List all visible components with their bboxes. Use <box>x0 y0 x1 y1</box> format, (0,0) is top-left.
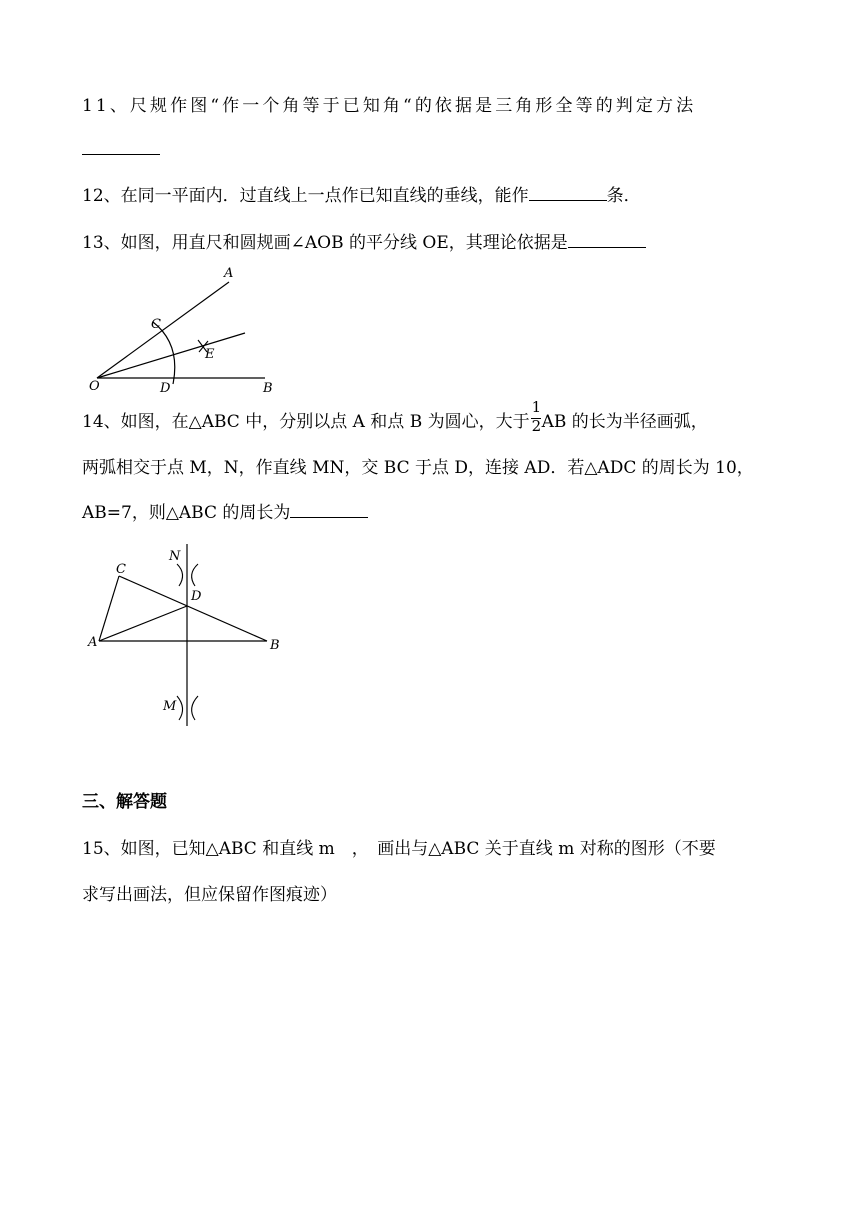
ray-oa <box>97 282 229 378</box>
q13-text <box>82 231 646 255</box>
q11-text: 11、尺规作图“作一个角等于已知角“的依据是三角形全等的判定方法 <box>82 96 697 116</box>
label-d: D <box>191 589 202 604</box>
label-m: M <box>163 699 177 714</box>
q12-text-before: 12、在同一平面内．过直线上一点作已知直线的垂线，能作 <box>82 186 529 206</box>
q15-line1: 15、如图，已知△ABC 和直线 m ， 画出与△ABC 关于直线 m 对称的图形（不要 <box>82 839 716 859</box>
q14-line3 <box>82 501 368 525</box>
q14-answer-blank <box>290 501 368 518</box>
label-b: B <box>263 381 273 396</box>
label-n: N <box>169 549 181 564</box>
q14-line1 <box>82 398 708 435</box>
q13-text-main: 13、如图，用直尺和圆规画∠AOB 的平分线 OE，其理论依据是 <box>82 233 568 253</box>
arc-n-left <box>177 564 183 586</box>
q12-text-after: 条． <box>606 186 641 206</box>
q14-figure-perpendicular-bisector <box>85 540 295 730</box>
arc-m-right <box>192 696 198 720</box>
arc-m-left <box>177 696 183 720</box>
q14-fraction-half <box>530 398 542 435</box>
q14-line1-after: AB 的长为半径画弧， <box>541 412 708 432</box>
segment-cb <box>119 576 267 641</box>
label-e: E <box>205 347 215 362</box>
q13-figure-angle-bisector <box>85 262 285 397</box>
q12-answer-blank <box>529 184 607 201</box>
arc-n-right <box>192 564 198 586</box>
section-heading: 三、解答题 <box>82 792 167 812</box>
label-a: A <box>88 635 98 650</box>
q12-text <box>82 184 641 208</box>
label-c: C <box>151 317 161 332</box>
label-d: D <box>160 381 171 396</box>
label-b: B <box>270 638 280 653</box>
segment-ac <box>99 576 119 641</box>
q14-line1-before: 14、如图，在△ABC 中，分别以点 A 和点 B 为圆心，大于 <box>82 412 530 432</box>
label-o: O <box>89 379 100 394</box>
label-a: A <box>224 266 234 281</box>
label-c: C <box>116 562 126 577</box>
segment-ad <box>99 606 187 641</box>
q14-line2: 两弧相交于点 M，N，作直线 MN，交 BC 于点 D，连接 AD．若△ADC 的周长为 10， <box>82 458 754 478</box>
q15-line2: 求写出画法，但应保留作图痕迹） <box>82 885 337 905</box>
q11-answer-blank <box>82 138 160 162</box>
fraction-numerator: 1 <box>531 398 542 416</box>
ray-oe <box>97 333 245 378</box>
q14-line3-text: AB=7，则△ABC 的周长为 <box>82 503 291 523</box>
fraction-denominator: 2 <box>531 417 542 435</box>
q13-answer-blank <box>568 231 646 248</box>
